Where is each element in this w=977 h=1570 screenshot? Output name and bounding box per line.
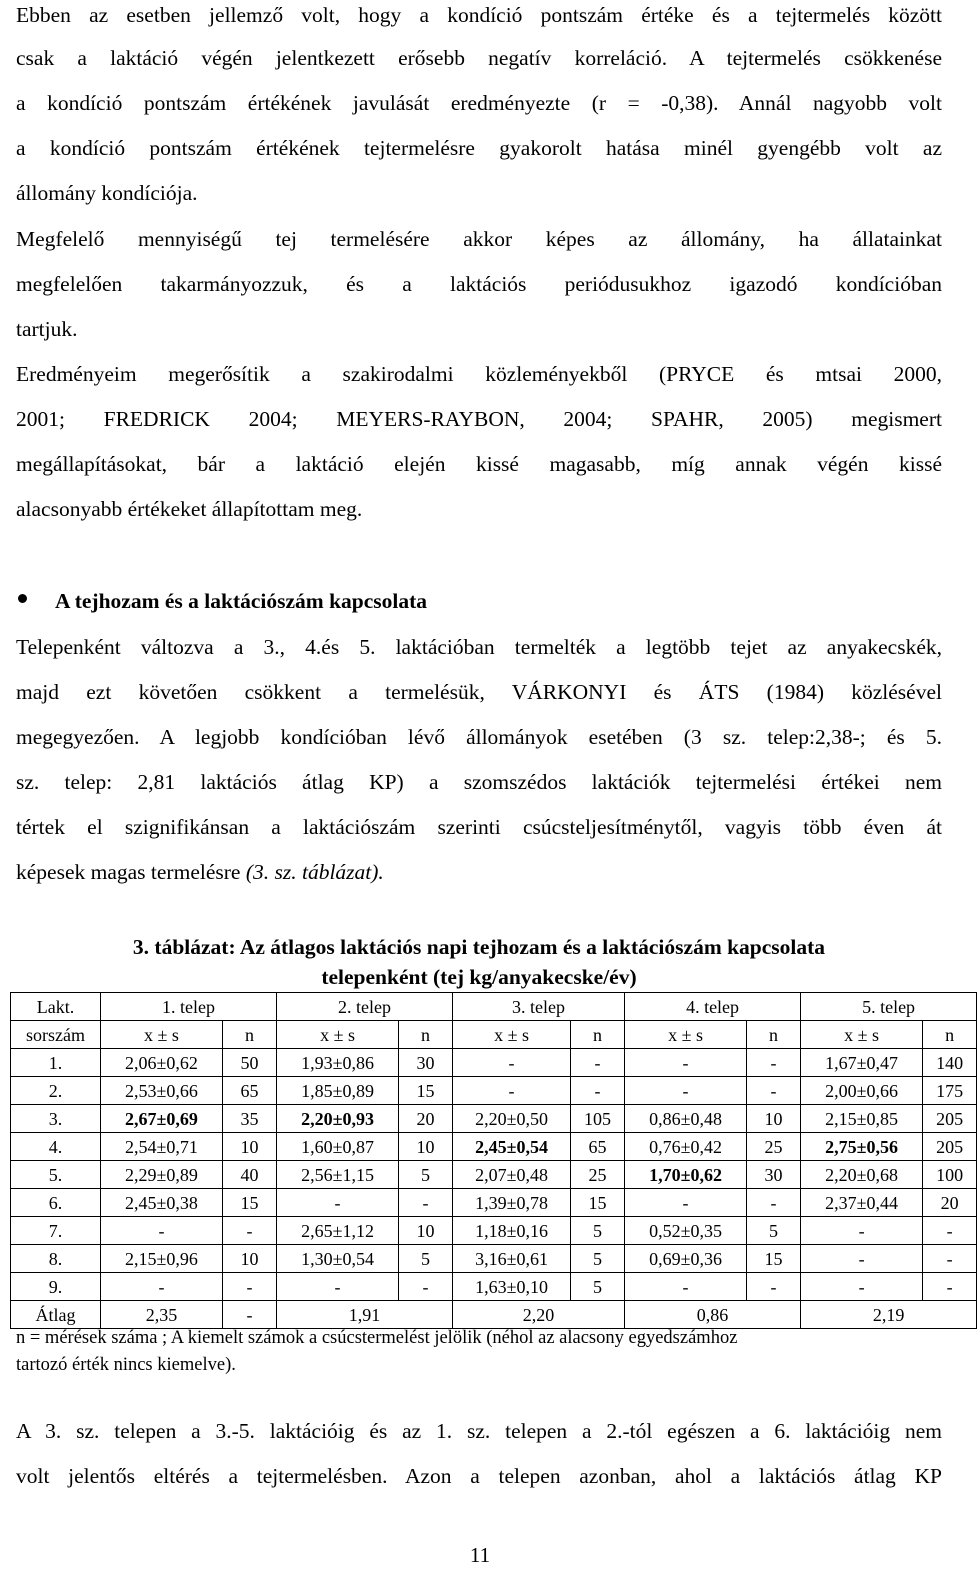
table-cell: 205: [923, 1133, 977, 1161]
text-line: megegyezően. A legjobb kondícióban lévő állományok esetében (3 sz. telep:2,38-; és 5.: [16, 725, 942, 749]
table-cell: 2,56±1,15: [277, 1161, 399, 1189]
table-row: [11, 1049, 977, 1077]
header-lakt: Lakt.: [11, 993, 101, 1021]
text-line: A 3. sz. telepen a 3.-5. laktációig és az 1. sz. telepen a 2.-tól egészen a 6. laktációig nem: [16, 1419, 942, 1443]
table-cell: 2,29±0,89: [101, 1161, 223, 1189]
table-cell: -: [625, 1189, 747, 1217]
table-cell: 10: [399, 1133, 453, 1161]
text-line: alacsonyabb értékeket állapítottam meg.: [16, 497, 363, 521]
table-cell: 2,65±1,12: [277, 1217, 399, 1245]
table-cell: 10: [747, 1105, 801, 1133]
average-cell: 2,19: [801, 1301, 977, 1329]
table-cell: 205: [923, 1105, 977, 1133]
text-line: tértek el szignifikánsan a laktációszám szerinti csúcsteljesítménytől, vagyis több éven át: [16, 815, 942, 839]
table-cell: 15: [223, 1189, 277, 1217]
text-line: sz. telep: 2,81 laktációs átlag KP) a szomszédos laktációk tejtermelési értékei nem: [16, 770, 942, 794]
row-label: 5.: [11, 1161, 101, 1189]
table-cell: 1,85±0,89: [277, 1077, 399, 1105]
table-cell: 1,60±0,87: [277, 1133, 399, 1161]
text-line: Eredményeim megerősítik a szakirodalmi közleményekből (PRYCE és mtsai 2000,: [16, 362, 942, 386]
header-mean: x ± s: [801, 1021, 923, 1049]
table-row: [11, 1077, 977, 1105]
average-cell: 0,86: [625, 1301, 801, 1329]
table-cell: -: [625, 1049, 747, 1077]
row-label: 3.: [11, 1105, 101, 1133]
table-cell: -: [923, 1273, 977, 1301]
table-cell: 15: [399, 1077, 453, 1105]
table-cell: -: [453, 1077, 571, 1105]
header-n: n: [571, 1021, 625, 1049]
row-label: 8.: [11, 1245, 101, 1273]
table-row: [11, 1217, 977, 1245]
table-cell: 2,67±0,69: [101, 1105, 223, 1133]
table-cell: 0,52±0,35: [625, 1217, 747, 1245]
table-row: [11, 1161, 977, 1189]
table-note: n = mérések száma ; A kiemelt számok a csúcstermelést jelölik (néhol az alacsony egyedszámhoz: [16, 1328, 738, 1348]
table-cell: 0,76±0,42: [625, 1133, 747, 1161]
header-mean: x ± s: [101, 1021, 223, 1049]
table-cell: -: [747, 1049, 801, 1077]
table-cell: 175: [923, 1077, 977, 1105]
header-n: n: [399, 1021, 453, 1049]
table-cell: 2,06±0,62: [101, 1049, 223, 1077]
table-cell: 5: [571, 1217, 625, 1245]
table-caption: telepenként (tej kg/anyakecske/év): [321, 965, 637, 989]
table-cell: 140: [923, 1049, 977, 1077]
table-cell: -: [277, 1273, 399, 1301]
table-cell: 15: [571, 1189, 625, 1217]
table-cell: 1,63±0,10: [453, 1273, 571, 1301]
table-cell: 25: [747, 1133, 801, 1161]
table-row: [11, 1273, 977, 1301]
average-cell: -: [223, 1301, 277, 1329]
table-cell: -: [923, 1245, 977, 1273]
table-cell: 2,75±0,56: [801, 1133, 923, 1161]
table-cell: -: [223, 1273, 277, 1301]
average-cell: 1,91: [277, 1301, 453, 1329]
table-cell: -: [453, 1049, 571, 1077]
table-subheader-row: [11, 1021, 977, 1049]
table-cell: 1,93±0,86: [277, 1049, 399, 1077]
table-cell: 30: [399, 1049, 453, 1077]
average-cell: 2,35: [101, 1301, 223, 1329]
table-cell: 20: [399, 1105, 453, 1133]
bullet-icon: [18, 594, 27, 603]
header-n: n: [747, 1021, 801, 1049]
table-cell: 10: [399, 1217, 453, 1245]
text-line: [16, 857, 942, 887]
text-line: Ebben az esetben jellemző volt, hogy a kondíció pontszám értéke és a tejtermelés között: [16, 3, 942, 27]
table-cell: 2,54±0,71: [101, 1133, 223, 1161]
table-note: tartozó érték nincs kiemelve).: [16, 1355, 236, 1375]
table-reference: (3. sz. táblázat).: [245, 860, 384, 884]
table-cell: -: [101, 1273, 223, 1301]
table-cell: 2,45±0,54: [453, 1133, 571, 1161]
table-cell: 2,20±0,68: [801, 1161, 923, 1189]
table-cell: 2,15±0,85: [801, 1105, 923, 1133]
table-cell: -: [625, 1273, 747, 1301]
table-cell: -: [277, 1189, 399, 1217]
text-line: megfelelően takarmányozzuk, és a laktációs periódusukhoz igazodó kondícióban: [16, 272, 942, 296]
text-line: majd ezt követően csökkent a termelésük, VÁRKONYI és ÁTS (1984) közlésével: [16, 680, 942, 704]
row-label: 4.: [11, 1133, 101, 1161]
table-cell: 5: [571, 1245, 625, 1273]
header-mean: x ± s: [625, 1021, 747, 1049]
table-row: [11, 1133, 977, 1161]
row-label: 1.: [11, 1049, 101, 1077]
table-cell: 1,70±0,62: [625, 1161, 747, 1189]
table-cell: -: [801, 1273, 923, 1301]
table-caption: 3. táblázat: Az átlagos laktációs napi tejhozam és a laktációszám kapcsolata: [132, 935, 826, 959]
table-cell: 25: [571, 1161, 625, 1189]
table-cell: 30: [747, 1161, 801, 1189]
row-label: 2.: [11, 1077, 101, 1105]
table-cell: 105: [571, 1105, 625, 1133]
table-cell: -: [923, 1217, 977, 1245]
row-label: 7.: [11, 1217, 101, 1245]
table-cell: 2,15±0,96: [101, 1245, 223, 1273]
table-cell: 5: [747, 1217, 801, 1245]
header-telep-5: 5. telep: [801, 993, 977, 1021]
table-cell: 2,00±0,66: [801, 1077, 923, 1105]
text-line: Megfelelő mennyiségű tej termelésére akkor képes az állomány, ha állatainkat: [16, 227, 942, 251]
row-label: 6.: [11, 1189, 101, 1217]
table-cell: 5: [571, 1273, 625, 1301]
header-telep-1: 1. telep: [101, 993, 277, 1021]
table-cell: 0,86±0,48: [625, 1105, 747, 1133]
header-sorszam: sorszám: [11, 1021, 101, 1049]
text-line: Telepenként változva a 3., 4.és 5. laktációban termelték a legtöbb tejet az anyakecskék,: [16, 635, 942, 659]
table-cell: 1,67±0,47: [801, 1049, 923, 1077]
table-row: [11, 1189, 977, 1217]
page-number: 11: [469, 1543, 491, 1567]
row-label: 9.: [11, 1273, 101, 1301]
text-line: tartjuk.: [16, 317, 78, 341]
text-line: volt jelentős eltérés a tejtermelésben. Azon a telepen azonban, ahol a laktációs átlag KP: [16, 1464, 942, 1488]
table-cell: -: [625, 1077, 747, 1105]
table-cell: 1,30±0,54: [277, 1245, 399, 1273]
text-span: képesek magas termelésre: [16, 860, 246, 884]
text-line: 2001; FREDRICK 2004; MEYERS-RAYBON, 2004; SPAHR, 2005) megismert: [16, 407, 942, 431]
table-cell: 3,16±0,61: [453, 1245, 571, 1273]
table-cell: 1,39±0,78: [453, 1189, 571, 1217]
table-header-row: [11, 993, 977, 1021]
table-cell: 2,37±0,44: [801, 1189, 923, 1217]
header-mean: x ± s: [453, 1021, 571, 1049]
header-n: n: [923, 1021, 977, 1049]
table-row: [11, 1245, 977, 1273]
table-cell: 2,45±0,38: [101, 1189, 223, 1217]
table-cell: -: [571, 1049, 625, 1077]
header-n: n: [223, 1021, 277, 1049]
table-cell: -: [801, 1245, 923, 1273]
table-cell: -: [747, 1273, 801, 1301]
table-cell: 65: [223, 1077, 277, 1105]
table-cell: 1,18±0,16: [453, 1217, 571, 1245]
text-line: megállapításokat, bár a laktáció elején kissé magasabb, míg annak végén kissé: [16, 452, 942, 476]
table-cell: 40: [223, 1161, 277, 1189]
table-cell: 0,69±0,36: [625, 1245, 747, 1273]
text-line: állomány kondíciója.: [16, 181, 198, 205]
table-cell: 5: [399, 1161, 453, 1189]
table-cell: -: [399, 1273, 453, 1301]
header-telep-4: 4. telep: [625, 993, 801, 1021]
data-table: [10, 992, 977, 1329]
table-cell: -: [747, 1189, 801, 1217]
table-cell: 2,53±0,66: [101, 1077, 223, 1105]
table-cell: 2,20±0,93: [277, 1105, 399, 1133]
table-cell: 10: [223, 1133, 277, 1161]
table-cell: 35: [223, 1105, 277, 1133]
table-cell: 5: [399, 1245, 453, 1273]
text-line: a kondíció pontszám értékének tejtermelésre gyakorolt hatása minél gyengébb volt az: [16, 136, 942, 160]
table-cell: 2,20±0,50: [453, 1105, 571, 1133]
header-telep-3: 3. telep: [453, 993, 625, 1021]
header-mean: x ± s: [277, 1021, 399, 1049]
table-cell: -: [223, 1217, 277, 1245]
text-line: csak a laktáció végén jelentkezett erősebb negatív korreláció. A tejtermelés csökkenése: [16, 46, 942, 70]
table-cell: 65: [571, 1133, 625, 1161]
table-cell: -: [101, 1217, 223, 1245]
table-cell: 15: [747, 1245, 801, 1273]
table-cell: -: [747, 1077, 801, 1105]
table-cell: 20: [923, 1189, 977, 1217]
table-cell: -: [801, 1217, 923, 1245]
table-cell: 100: [923, 1161, 977, 1189]
table-cell: -: [399, 1189, 453, 1217]
table-cell: 2,07±0,48: [453, 1161, 571, 1189]
section-heading: A tejhozam és a laktációszám kapcsolata: [55, 589, 428, 613]
table-cell: 10: [223, 1245, 277, 1273]
row-label: Átlag: [11, 1301, 101, 1329]
average-cell: 2,20: [453, 1301, 625, 1329]
header-telep-2: 2. telep: [277, 993, 453, 1021]
table-row: [11, 1105, 977, 1133]
text-line: a kondíció pontszám értékének javulását eredményezte (r = -0,38). Annál nagyobb volt: [16, 91, 942, 115]
table-cell: 50: [223, 1049, 277, 1077]
table-cell: -: [571, 1077, 625, 1105]
